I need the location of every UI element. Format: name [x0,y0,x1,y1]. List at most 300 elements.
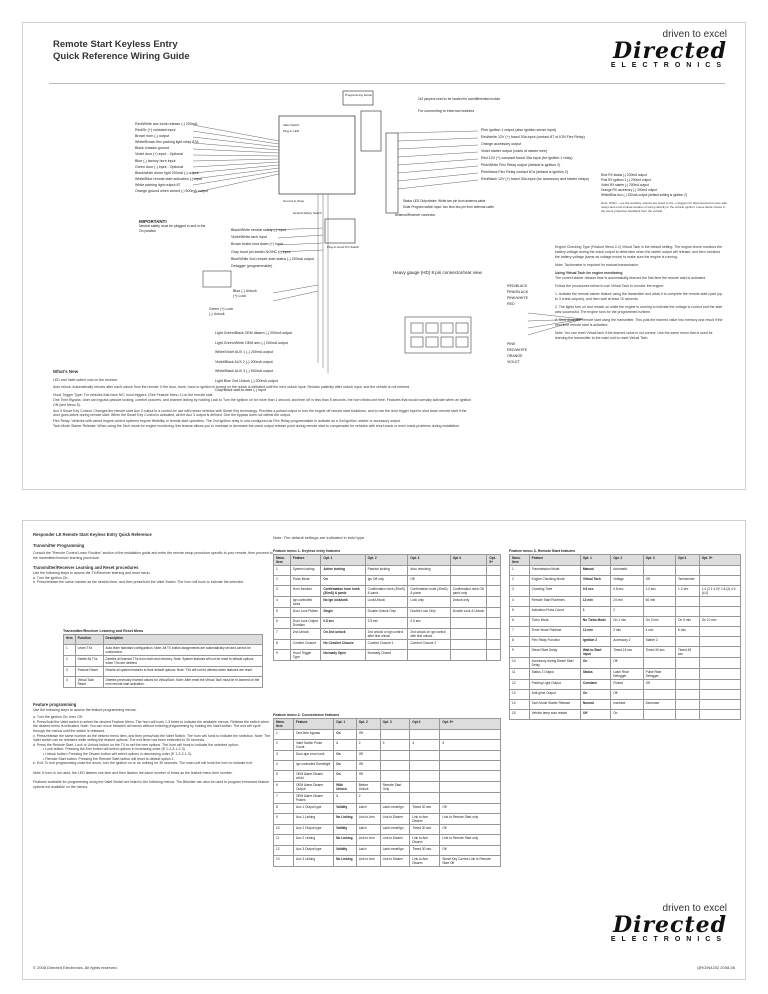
table-row [274,566,501,576]
table-cell [440,761,501,771]
tx-learn-title: Transmitter/Receiver Learning and Reset procedures [33,565,139,571]
table-cell [450,629,487,640]
table-cell: Wait to Start input [580,647,610,658]
table-cell: On 3 min [643,617,675,627]
table-cell: 11 [510,669,530,680]
table-cell [487,640,501,650]
table-cell [676,658,700,669]
valet-switch-label: Valet Switch [283,123,300,127]
table-cell: Confirmation honk (30mS) & panic [408,586,450,597]
table-cell: Validity [334,846,357,856]
fm2-block [273,713,501,867]
table-cell [699,576,740,586]
table-cell: On 1 min [611,617,643,627]
wire-label: White parking light output 87 [135,182,181,187]
wire-label: Black chassis ground [135,146,169,151]
table-cell [699,597,740,607]
table-cell: Latch [356,825,380,835]
table-cell [487,608,501,618]
table-cell [643,607,675,617]
table-cell: 4 [274,597,291,608]
table-row [274,804,501,814]
plug-in-led-label: Plug-in LED [283,129,300,133]
table-cell: Aux 3 Output type [293,846,333,856]
whats-new-item: Flex Relay: Vehicles with varied engine control systems require flexibility in remote start operation. The 2nd ignition relay is now configured as Flex Relay programmable to activate as a 2nd ignition, starter or accessory output. [53,418,401,423]
table-cell: Timed 30 sec [410,804,440,814]
wire-label: Violet/White tach input [231,235,267,240]
table-cell [699,680,740,690]
table-cell: 6 [274,782,294,793]
table-row [274,618,501,629]
table-cell: 2 [611,607,643,617]
table-cell: 12 min [580,627,610,637]
table-header-row [274,555,501,566]
table-cell: 15 [510,710,530,720]
table-cell: Confirmation honk Off panic only [450,586,487,597]
table-cell: OEM Alarm Disarm w/Unl [293,771,333,782]
table-cell [408,650,450,661]
table-cell: Door Lock Output Duration [290,618,320,629]
brand-tagline: driven to excel [662,903,727,914]
table-cell: Deletes previously learned values for VirtualTach. Note: After reset the Virtual Tach must be re-learned on the next remote start activation. [103,677,262,688]
wire-label: Orange ground when armed (-) 500mA output [135,189,208,194]
table-cell [699,710,740,720]
table-cell: 5 [440,740,501,751]
fm3-block [509,549,741,720]
table-cell: Hood Trigger Type [290,650,320,661]
table-cell: 10 [510,658,530,669]
table-cell [450,576,487,586]
table-row [64,656,263,667]
table-cell [440,730,501,740]
default-note: Note: The default settings are indicated in bold type. [273,535,366,540]
table-cell: 2nd unlock on ign control with first unlock [408,629,450,640]
side-connector [386,133,398,213]
table-cell: 3 [274,586,291,597]
table-cell: On [611,710,643,720]
table-cell [380,730,410,740]
engine-paragraph: Engine Checking Type (Feature Menu 2-2) Virtual Tach is the default setting. The engine check monitors the battery voltage during the crank output to determine when the starter output will release, and then monitors the battery voltage (same as voltage mode) to make sure the engine is running. [555,245,723,259]
feature-programming-section [33,703,273,790]
wire-label: Defogger (programmable) [231,264,273,269]
doc-code: QRG/N4202 2008-06 [697,965,735,970]
table-row [274,629,501,640]
table-header-cell: Feature [529,555,580,566]
feat-prog-step: • Unlock button: Pressing the Disarm button will select options in decreasing order (E 1-3-2-1-3). [43,751,192,756]
table-cell: OEM Alarm Disarm Pulses [293,793,333,804]
feat-prog-step: a. Turn the ignition On, then Off. [33,715,83,720]
table-cell: 12 min [580,597,610,607]
table-cell [699,637,740,647]
table-cell: 3 [274,751,294,761]
table-cell: Feature Reset [75,667,103,677]
table-cell: 12 [274,846,294,856]
table-cell: 3 [510,586,530,597]
lock-labels [233,289,257,299]
table-cell: 12 [510,680,530,690]
wire-label: Pink RX ignition 1 (-) 200mA output [601,178,651,182]
whats-new-item: One Time Bypass: User can bypass passive locking, comfort closures, and channel linking by holding Lock to Turn the ignition on for more than 1 second, and then off in less than 5 seconds, the horn blinks one time. Features that would normally activate when an ignition ON (see Menu 5). [53,398,472,407]
tach-intro: The correct starter release time is automatically learned the first time the remote start is activated. [555,276,707,280]
table-cell: Lock only [408,597,450,608]
table-cell: Normally Closed [365,650,408,661]
table-cell [699,566,740,576]
status-led-label: Status LED Output/wire: White two pin from antenna cable [403,199,486,203]
table-cell: Timed 15 sec [611,647,643,658]
table-header-row [64,635,263,645]
tx-prog-text: Consult the "Remote Control Learn Routine" section of the installation guide and enter the remote setup procedure specific to your remote, then proceed to the transmitter/receiver learning procedure. [33,551,273,560]
tach-step: 2. The lights turn on and remain on while the engine is running to indicate the voltage is correct and the start was successful. The engine runs for the programmed runtime. [555,305,723,314]
table-cell: System locking [290,566,320,576]
table-cell [380,761,410,771]
table-cell: Status 2 Output [529,669,580,680]
table-cell [380,793,410,804]
wire-label: Pink ignition 1 output (also ignition sense input) [481,128,557,132]
table-cell: Latch [356,846,380,856]
table-cell: Link to Arm [356,856,380,867]
neutral-safety-label: Neutral Safety Switch [293,211,322,215]
table-cell: Aux 2 Output type [293,825,333,835]
table-cell [676,669,700,680]
table-row [274,814,501,825]
table-cell: 7 [274,629,291,640]
learn-table [63,634,263,688]
table-cell: Pulsed [611,680,643,690]
mid-wire-list [231,227,314,270]
table-row [274,793,501,804]
table-cell: 2nd Unlock [290,629,320,640]
table-header-cell: Opt. 2 [611,555,643,566]
table-cell [676,607,700,617]
table-cell: Validity [334,825,357,835]
table-cell: Off [611,658,643,669]
table-cell: On 10 min [699,617,740,627]
table-cell: On [334,771,357,782]
wire-label: White/Violet AUX 1 (-) 200mA output [215,350,274,354]
table-cell: Ign controlled Domelight [293,761,333,771]
table-cell: On [334,730,357,740]
table-header-cell: Opt 4 [410,719,440,730]
table-row [510,658,741,669]
table-row [510,700,741,710]
table-cell: Off [611,690,643,700]
table-cell: Aux 3 Linking [293,856,333,867]
engine-check-section [555,245,725,341]
table-cell [440,782,501,793]
table-cell: 14 [510,700,530,710]
table-row [274,640,501,650]
wire-label: Gray/Black wait-to-start (-) input [215,388,266,392]
brand-block-bottom [611,903,727,943]
table-cell: Vehicle temp auto restart [529,710,580,720]
table-row [510,637,741,647]
table-cell: Tach Mode Starter Release [529,700,580,710]
wire-label: Light Green/Black OEM disarm (-) 200mA output [215,331,293,335]
table-cell [676,680,700,690]
table-cell: Anti-grind Output [529,690,580,700]
table-cell: Ignition 2 [580,637,610,647]
feat-prog-title: Feature programming [33,702,77,707]
wire-label: Blue RX status (-) 200mA output [601,173,647,177]
table-cell: 11 [274,835,294,846]
tach-note: Note: You can reset Virtual tach if the learned value is not correct. Use the same menu that is used for learning the transmitter to the main unit to reset Virtual Tach. [555,331,713,340]
table-cell: On [580,658,610,669]
table-cell: Normal [580,700,610,710]
tx-prog-title: Transmitter Programming [33,542,85,548]
whats-new-item: LED and Valet switch now on the receiver [53,377,118,382]
wire-label: Light Blue 2nd Unlock (-) 200mA output [215,378,278,383]
table-cell: 4 [64,677,76,688]
table-header-cell: Menu Item [510,555,530,566]
table-cell [450,640,487,650]
programming-section [33,533,273,585]
table-cell [487,650,501,661]
table-row [274,846,501,856]
table-cell [380,751,410,761]
table-cell [487,597,501,608]
table-cell: 24 min [611,597,643,607]
antenna-box [325,219,355,243]
wire-label: Violet/Black AUX 2 (-) 200mA output [215,359,273,364]
brand-logo: Directed [613,912,727,938]
table-cell [699,669,740,680]
table-cell: Flex Relay Function [529,637,580,647]
feat-prog-step: d. Press the Remote Start, Lock or Unlock button on the TX to set the new options. The horn will honk to indicate the selected option. [33,742,239,747]
table-cell: 0.5 sec [408,618,450,629]
table-cell: Passive locking [365,566,408,576]
pin-label: PINK [507,342,516,346]
table-cell: Link to Remote Start only [440,814,501,825]
table-cell: Timed 30 sec [643,647,675,658]
table-cell: 1 [510,566,530,576]
table-cell [676,690,700,700]
table-cell: 9 [510,647,530,658]
table-row [510,607,741,617]
table-cell: Timer Mode Runtime [529,627,580,637]
table-cell: 13 [274,856,294,867]
table-cell: 1.2 sec [676,586,700,597]
pin-label: PINK/WHITE [507,296,528,300]
wire-label: Pink/White Flex Relay output (default is ignition 2) [481,163,561,167]
table-cell: Link to Disarm [380,856,410,867]
wire-label: Violet door (+) input - Optional [135,152,183,157]
table-row [510,597,741,607]
table-cell: 3 min [611,627,643,637]
table-cell: 60 min [643,597,675,607]
table-cell: Remote Start Runtimes [529,597,580,607]
table-cell [643,690,675,700]
table-cell: No Linking [334,835,357,846]
antenna-label: Antenna/Receiver connector [395,213,436,217]
table-cell [440,771,501,782]
brand-sub: ELECTRONICS [610,936,727,943]
table-cell [440,793,501,804]
table-cell: 1.0 sec [643,586,675,597]
table-cell: Off [643,576,675,586]
table-cell: Timed 30 sec [410,846,440,856]
table-cell: On [334,761,357,771]
table-cell: Comfort Closure 2 [408,640,450,650]
table-cell: 4 [410,740,440,751]
table-cell: 1 [274,566,291,576]
page-heading: Responder LE Remote Start Keyless Entry Quick Reference [33,532,152,537]
table-cell: 5 [274,608,291,618]
table-cell: Lock/Unlock [365,597,408,608]
table-cell: Aux 1 Linking [293,814,333,825]
neutral-switch-plug [203,271,231,287]
table-cell: Resets all system features to their default options. Note: TXs will not be deleted when features are reset. [103,667,262,677]
table-cell: 2 [64,656,76,667]
feat-prog-text: Use the following steps to access the feature programming menus: [33,707,137,712]
table-cell: Latch Rear Defogger [611,669,643,680]
whats-new-section [53,370,473,429]
table-header-cell: Opt. 1 [580,555,610,566]
table-cell [410,761,440,771]
table-cell: Ign controlled locks [290,597,320,608]
table-header-cell: Item [64,635,76,645]
table-cell [699,658,740,669]
fm3-title: Feature menu 3- Remote Start features [509,549,576,553]
table-cell [699,690,740,700]
wire-label: Gray hood pin switch NO/NC (-) input [231,249,291,254]
table-cell [699,700,740,710]
table-cell: 1 [64,645,76,656]
wire-label: White/Blue remote start activation (-) input [135,176,203,181]
table-cell: Door ajar error honk [293,751,333,761]
table-cell: 1 [334,740,357,751]
table-cell: Single [321,608,365,618]
table-cell [699,627,740,637]
table-cell: Horn function [290,586,320,597]
brand-sub: ELECTRONICS [610,62,727,69]
table-cell [410,730,440,740]
table-cell: Aux 2 Linking [293,835,333,846]
table-cell: Cranking Time [529,586,580,597]
fm3-table [509,554,741,720]
table-cell: 6 [510,617,530,627]
learn-table-title: Transmitter/Receiver Learning and Reset Menu [63,629,144,633]
wire-label: White/Brown flex parking light relay 87A [135,140,199,145]
table-cell [450,618,487,629]
whats-new-item: Tach Mode Starter Release: When using the Tach mode for engine monitoring, this feature allows you to increase or decrease the crank output release point during remote start to compensate for vehicles with short crank or even crank problems during installation. [53,424,460,429]
wire-label: White/Blue Aux (-) 200mA output (default setting is ignition 2) [601,193,687,197]
table-cell: 13 [510,690,530,700]
table-cell: Door Lock Pulses [290,608,320,618]
pin-label: RED [507,302,515,306]
table-cell [676,637,700,647]
table-header-cell: Feature [293,719,333,730]
feat-note: Note: If horn is not used, the LED flashes one time and then flashes the same number of times as the feature menu item number. [33,770,233,775]
table-header-cell: Opt. 5+ [440,719,501,730]
pin-label: RED/BLACK [507,284,528,288]
feat-prog-step: b. Press/hold the Valet switch to select the desired Feature Menu. The horn will honk 1-3 times to indicate the available menus. Release the switch when the desired menu is indicated. Note: You can move between all menus without entering programming by holding the Valet switch. The unit will cycle through the menus until the switch is released. [33,719,270,733]
lock-labels-2 [209,307,233,317]
copyright: © 2008 Directed Electronics. All rights reserved. [33,965,118,970]
table-cell: Double Lock & Unlock [450,608,487,618]
table-cell: Ign Off only [365,576,408,586]
table-cell: 2 [356,740,380,751]
table-cell: Starter 2 [643,637,675,647]
table-cell: Double Unlock Only [365,608,408,618]
table-cell: Pulse Rear Defogger [643,669,675,680]
table-row [510,680,741,690]
table-header-row [510,555,741,566]
wire-label: Blue/White 2nd remote start status (-) 200mA output [231,256,314,261]
table-cell: 6 min [676,627,700,637]
feat-prog-step: c. Press/release the same number as the desired menu item, and then press/hold the Valet Switch. The horn will honk to indicate the selection. Note: The Valet switch can be released while setting the feature options. The exit timer has been extended to 30 seconds. [33,733,271,743]
table-cell [676,597,700,607]
left-wire-list [135,121,208,194]
table-cell: Aux 1 Output type [293,804,333,814]
table-cell: 0.6 sec [580,586,610,597]
table-cell: 7 [510,627,530,637]
table-cell: Before Unlock [356,782,380,793]
fm1-table [273,554,501,661]
table-row [274,740,501,751]
table-cell: 1 [274,730,294,740]
table-cell: Off [408,576,450,586]
important-text: Neutral safety must be plugged in and in the On position [139,224,206,233]
table-cell: 3 [380,740,410,751]
wire-label: Black/White neutral safety (-) input [231,228,286,232]
table-row [510,710,741,720]
table-cell: Auto learn standard configuration. Note: All TX button assignments are automatically set and cannot be customized. [103,645,262,656]
table-cell: Off [643,680,675,690]
table-row [274,597,501,608]
table-cell [410,793,440,804]
table-cell [487,576,501,586]
table-cell: 1.4 (2.1 4.0)* 1.8 (2) 4.0 (4.0) [699,586,740,597]
table-cell: No Ign lock/unlk [321,597,365,608]
feat-avail: Features available for programming using the Valet Switch are listed in the following menus. The Bitwriter can also be used to program enhanced feature options not available on the menus. [33,780,270,789]
table-cell: 2 [274,576,291,586]
table-cell: Valet Switch Pulse Count [293,740,333,751]
wire-label: Pink/black Flex Relay contact 87a (default is ignition 2) [481,170,569,174]
table-cell: On 2nd unlock [321,629,365,640]
table-row [64,645,263,656]
table-row [274,782,501,793]
ground-label: Ground to Shop [283,199,305,203]
table-row [274,751,501,761]
table-cell: 4 min [643,627,675,637]
table-cell: Delete All TXs [75,656,103,667]
table-cell: Auto relocking [408,566,450,576]
table-cell [699,647,740,658]
table-cell: Normally Open [321,650,365,661]
table-cell: 0.8 sec [321,618,365,629]
table-cell: Active locking [321,566,365,576]
table-cell: Off [356,761,380,771]
table-cell: 8 [274,640,291,650]
table-cell [676,700,700,710]
table-cell: Constant [580,680,610,690]
table-cell: Manual [580,566,610,576]
table-cell: Timed 45 sec [676,647,700,658]
wire-label: Red/White aux trunk release (-) 200mA [135,122,198,126]
heavy-pins-top [507,283,528,307]
wire-label: Red/black 12V (+) fused 30a input (for accessory and starter relays) [481,177,589,181]
table-header-cell: Opt. 3 [643,555,675,566]
wire-label: Brown horn (-) output [135,134,169,139]
table-row [510,647,741,658]
table-cell: Link to Arm [356,814,380,825]
whats-new-item: Aux 3 Smart Key Control: Changes the remote start Aux 3 output to a control for use with newer vehicles with Smart Key technology. Provides a pulsed output to turn the engine off remote start shutdown, and to use the door trigger input to shut down remote start if the door goes active during remote start. When the Smart Key Control is activated, all the Aux 3 output is defined. One the bypass does not defeat the output. [53,408,467,418]
table-cell: 4 [274,761,294,771]
fm1-block [273,549,501,661]
table-cell [643,658,675,669]
aux-note: Note: When - +us the auxiliary outputs are wired to the -s triggers for disconnected remote start relays and must include isolation if wiring directly to the vehicle ignition. Loose diode choice in the event protective feedback from the vehicle. [601,201,728,213]
table-cell: Link to Disarm [380,814,410,825]
